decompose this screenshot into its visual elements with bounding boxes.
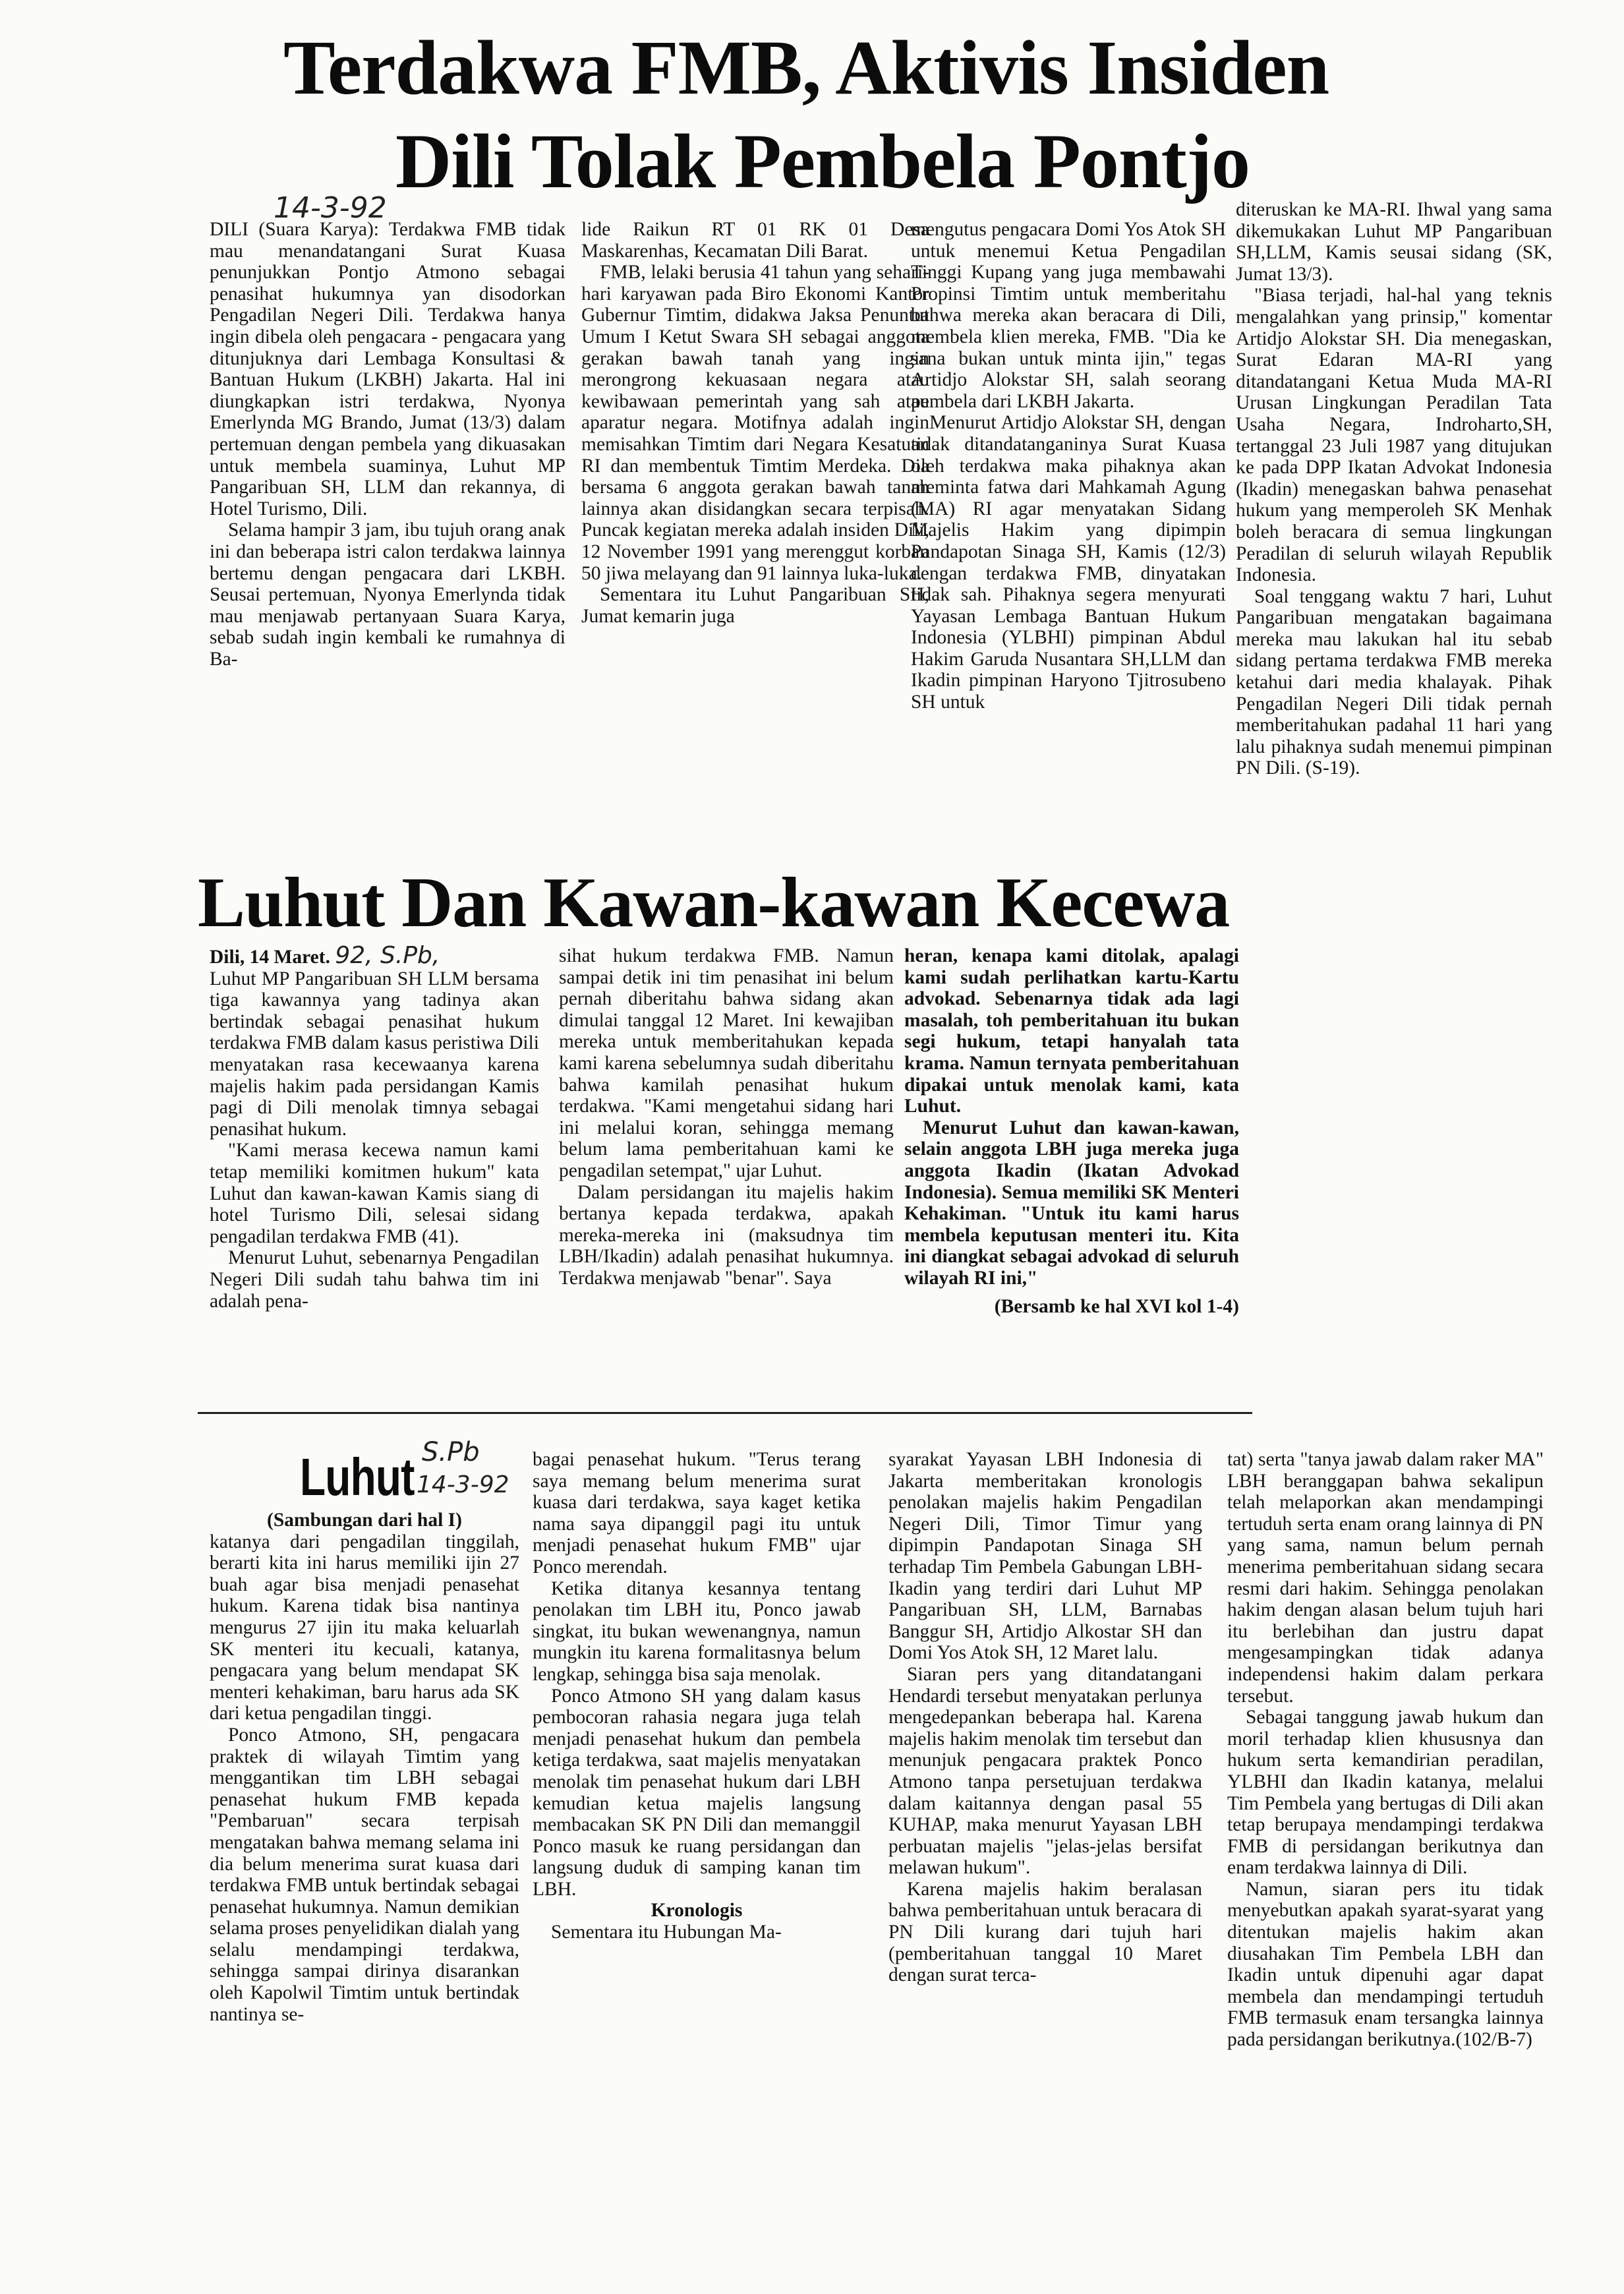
paragraph: Menurut Luhut, sebenarnya Pengadilan Negeri Dili sudah tahu bahwa tim ini adalah pena- <box>210 1247 539 1312</box>
paragraph: Siaran pers yang ditandatangani Hendardi tersebut menyatakan perlunya mengedepankan beberapa hal. Karena majelis hakim menolak tim tersebut dan menunjuk pengacara praktek Ponco Atmono tanpa persetujuan terdakwa dalam kaitannya dengan pasal 55 KUHAP, maka menurut Yayasan LBH perbuatan majelis "jelas-jelas bersifat melawan hukum". <box>888 1663 1202 1879</box>
article-3-headline: Luhut <box>300 1448 415 1506</box>
handwritten-date: 14-3-92 <box>274 191 387 225</box>
paragraph: "Biasa terjadi, hal-hal yang teknis mengalahkan yang prinsip," komentar Artidjo Alokstar SH. Dia menegaskan, Surat Edaran MA-RI yang ditandatangani Ketua Muda MA-RI Urusan Lingkungan Peradilan Tata Usaha Negara, Indroharto,SH, tertanggal 23 Juli 1987 yang ditujukan ke pada DPP Ikatan Advokat Indonesia (Ikadin) menegaskan bahwa penasehat hukum yang memperoleh SK Menhak boleh beracara di semua lingkungan Peradilan di seluruh wilayah Republik Indonesia. <box>1236 285 1552 586</box>
paragraph: Menurut Luhut dan kawan-kawan, selain anggota LBH juga mereka juga anggota Ikadin (Ikatan Advokad Indonesia). Semua memiliki SK Menteri Kehakiman. "Untuk itu kami harus membela keputusan menteri itu. Kita ini diangkat sebagai advokad di seluruh wilayah RI ini," <box>904 1117 1239 1289</box>
article-3-column-1 <box>210 1510 519 2025</box>
paragraph: mengutus pengacara Domi Yos Atok SH untuk menemui Ketua Pengadilan Tinggi Kupang yang juga membawahi Propinsi Timtim untuk memberitahu bahwa mereka akan beracara di Dili, membela klien mereka, FMB. "Dia ke sana bukan untuk minta ijin," tegas Artidjo Alokstar SH, salah seorang pembela dari LKBH Jakarta. <box>911 219 1226 412</box>
article-divider <box>198 1412 1252 1414</box>
article-2-headline: Luhut Dan Kawan-kawan Kecewa <box>198 864 1230 942</box>
continuation-subhead: (Sambungan dari hal I) <box>267 1510 462 1531</box>
article-3-column-3 <box>888 1449 1202 1986</box>
paragraph: bagai penasehat hukum. "Terus terang saya memang belum menerima surat kuasa dari terdakwa, saya kaget ketika nama saya dipanggil pagi itu untuk menjadi penasehat hukum FMB" ujar Ponco merendah. <box>533 1449 861 1577</box>
article-3-column-2 <box>533 1449 861 1943</box>
paragraph: "Kami merasa kecewa namun kami tetap memiliki komitmen hukum" kata Luhut dan kawan-kawan Kamis siang di hotel Turismo Dili, selesai sidang pengadilan terdakwa FMB (41). <box>210 1140 539 1247</box>
paragraph: Ponco Atmono SH yang dalam kasus pembocoran rahasia negara juga telah menjadi penasehat hukum dan pembela ketiga terdakwa, saat majelis menyatakan menolak tim penasehat hukum dari LBH kemudian ketua majelis langsung membacakan SK PN Dili dan memanggil Ponco masuk ke ruang persidangan dan langsung duduk di samping kanan tim LBH. <box>533 1685 861 1900</box>
article-2-column-3 <box>904 945 1239 1317</box>
paragraph: Namun, siaran pers itu tidak menyebutkan apakah syarat-syarat yang ditentukan majelis hakim akan diusahakan Tim Pembela LBH dan Ikadin untuk dipenuhi agar dapat membela dan mendampingi tertuduh FMB termasuk enam tersangka lainnya pada persidangan berikutnya.(102/B-7) <box>1227 1878 1544 2051</box>
article-1-column-2 <box>581 219 929 627</box>
section-subhead: Kronologis <box>651 1900 743 1922</box>
article-2-column-1 <box>210 942 539 1312</box>
paragraph: diteruskan ke MA-RI. Ihwal yang sama dikemukakan Luhut MP Pangaribuan SH,LLM, Kamis seusai sidang (SK, Jumat 13/3). <box>1236 199 1552 285</box>
paragraph: sihat hukum terdakwa FMB. Namun sampai detik ini tim penasihat ini belum pernah diberitahu bahwa sidang akan dimulai tanggal 12 Maret. Ini kewajiban mereka untuk memberitahukan kepada kami karena sebelumnya sudah diberitahu bahwa kamilah penasihat hukum terdakwa. "Kami mengetahui sidang hari ini melalui koran, sehingga memang belum lama pemberitahuan kami ke pengadilan setempat," ujar Luhut. <box>559 945 894 1181</box>
paragraph: Sebagai tanggung jawab hukum dan moril terhadap klien khususnya dan hukum serta kemandirian peradilan, YLBHI dan Ikadin katanya, melalui Tim Pembela yang bertugas di Dili akan tetap berupaya mendampingi terdakwa FMB di persidangan berikutnya dan enam terdakwa lainnya di Dili. <box>1227 1707 1544 1879</box>
paragraph <box>210 942 539 969</box>
paragraph: heran, kenapa kami ditolak, apalagi kami sudah perlihatkan kartu-Kartu advokad. Sebenarnya tidak ada lagi masalah, toh pemberitahuan itu bukan segi hukum, tetapi hanyalah tata krama. Namun ternyata pemberitahuan dipakai untuk menolak kami, kata Luhut. <box>904 945 1239 1117</box>
paragraph: Karena majelis hakim beralasan bahwa pemberitahuan untuk beracara di PN Dili kurang dari tujuh hari (pemberitahuan tanggal 10 Maret dengan surat terca- <box>888 1878 1202 1986</box>
paragraph: Ketika ditanya kesannya tentang penolakan tim LBH itu, Ponco jawab singkat, itu bukan wewenangnya, namun mungkin itu karena formalitasnya belum lengkap, sehingga bisa saja menolak. <box>533 1577 861 1685</box>
article-2-column-2 <box>559 945 894 1289</box>
paragraph: DILI (Suara Karya): Terdakwa FMB tidak mau menandatangani Surat Kuasa penunjukkan Pontjo Atmono sebagai penasihat hukumnya yan disodorkan Pengadilan Negeri Dili. Terdakwa hanya ingin dibela oleh pengacara - pengacara yang ditunjuknya dari Lembaga Konsultasi & Bantuan Hukum (LKBH) Jakarta. Hal ini diungkapkan istri terdakwa, Nyonya Emerlynda MG Brando, Jumat (13/3) dalam pertemuan dengan pembela yang dikuasakan untuk membela suaminya, Luhut MP Pangaribuan SH, LLM dan rekannya, di Hotel Turismo, Dili. <box>210 219 566 519</box>
article-1-headline-line-2: Dili Tolak Pembela Pontjo <box>395 118 1250 204</box>
paragraph: Dalam persidangan itu majelis hakim bertanya kepada terdakwa, apakah mereka-mereka ini (maksudnya tim LBH/Ikadin) adalah penasihat hukumnya. Terdakwa menjawab "benar". Saya <box>559 1181 894 1289</box>
paragraph: FMB, lelaki berusia 41 tahun yang sehari-hari karyawan pada Biro Ekonomi Kantor Gubernur Timtim, didakwa Jaksa Penuntut Umum I Ketut Swara SH sebagai anggota gerakan bawah tanah yang ingin merongrong kekuasaan negara atau kewibawaan pemerintah yang sah atau aparatur negara. Motifnya adalah ingin memisahkan Timtim dari Negara Kesatuan RI dan membentuk Timtim Merdeka. Dia bersama 6 anggota gerakan bawah tanah lainnya akan disidangkan secara terpisah. Puncak kegiatan mereka adalah insiden Dili, 12 November 1991 yang merenggut korban 50 jiwa melayang dan 91 lainnya luka-luka. <box>581 262 929 584</box>
continued-line: (Bersamb ke hal XVI kol 1-4) <box>994 1295 1239 1317</box>
article-1-column-1 <box>210 219 566 670</box>
paragraph: tat) serta "tanya jawab dalam raker MA" LBH beranggapan bahwa sekalipun telah melaporkan akan mendampingi tertuduh serta enam orang lainnya di PN yang sama, namun belum pernah menerima pemberitahuan sidang secara resmi dari hakim. Sehingga penolakan hakim dengan alasan belum tujuh hari itu berlebihan dan justru dapat mengesampingkan tidak adanya independensi hakim dalam perkara tersebut. <box>1227 1449 1544 1707</box>
handwritten-note: 92, S.Pb, <box>335 942 440 969</box>
paragraph: Selama hampir 3 jam, ibu tujuh orang anak ini dan beberapa istri calon terdakwa lainnya bertemu dengan pengacara dari LKBH. Seusai pertemuan, Nyonya Emerlynda tidak mau menjawab pertanyaan Suara Karya, sebab sudah ingin kembali ke rumahnya di Ba- <box>210 519 566 670</box>
article-1-headline-line-1: Terdakwa FMB, Aktivis Insiden <box>283 24 1329 111</box>
paragraph: Luhut MP Pangaribuan SH LLM bersama tiga kawannya yang tadinya akan bertindak sebagai penasihat hukum terdakwa FMB dalam kasus peristiwa Dili menyatakan rasa kecewaanya karena majelis hakim pada persidangan Kamis pagi di Dili menolak timnya sebagai penasihat hukum. <box>210 968 539 1140</box>
handwritten-note: S.Pb <box>422 1437 480 1467</box>
article-1-column-4 <box>1236 199 1552 779</box>
paragraph: syarakat Yayasan LBH Indonesia di Jakarta memberitakan kronologis penolakan majelis hakim Pengadilan Negeri Dili, Timor Timur yang dipimpin Pandapotan Sinaga SH terhadap Tim Pembela Gabungan LBH-Ikadin yang terdiri dari Luhut MP Pangaribuan SH, LLM, Barnabas Banggur SH, Artidjo Alkostar SH dan Domi Yos Atok SH, 12 Maret lalu. <box>888 1449 1202 1664</box>
article-1-column-3 <box>911 219 1226 713</box>
dateline: Dili, 14 Maret. <box>210 947 330 968</box>
paragraph: Sementara itu Hubungan Ma- <box>551 1922 782 1943</box>
paragraph: Soal tenggang waktu 7 hari, Luhut Pangaribuan mengatakan bagaimana mereka mau lakukan hal itu sebab sidang pertama terdakwa FMB mereka ketahui dari media khalayak. Pihak Pengadilan Negeri Dili tidak pernah memberitahukan padahal 11 hari yang lalu pihaknya sudah menemui pimpinan PN Dili. (S-19). <box>1236 585 1552 779</box>
paragraph: Menurut Artidjo Alokstar SH, dengan tidak ditandatanganinya Surat Kuasa oleh terdakwa maka pihaknya akan meminta fatwa dari Mahkamah Agung (MA) RI agar menyatakan Sidang Majelis Hakim yang dipimpin Pandapotan Sinaga SH, Kamis (12/3) dengan terdakwa FMB, dinyatakan tidak sah. Pihaknya segera menyurati Yayasan Lembaga Bantuan Hukum Indonesia (YLBHI) pimpinan Abdul Hakim Garuda Nusantara SH,LLM dan Ikadin pimpinan Haryono Tjitrosubeno SH untuk <box>911 412 1226 713</box>
article-3-column-4 <box>1227 1449 1544 2051</box>
paragraph: Ponco Atmono, SH, pengacara praktek di wilayah Timtim yang menggantikan tim LBH sebagai penasehat hukum FMB kepada "Pembaruan" secara terpisah mengatakan bahwa memang selama ini dia belum menerima surat kuasa dari terdakwa FMB untuk bertindak sebagai penasehat hukumnya. Namun demikian selama proses penyelidikan dialah yang selalu mendampingi terdakwa, sehingga sampai dirinya disarankan oleh Kapolwil Timtim untuk bertindak nantinya se- <box>210 1724 519 2025</box>
paragraph: lide Raikun RT 01 RK 01 Desa Maskarenhas, Kecamatan Dili Barat. <box>581 219 929 262</box>
handwritten-date: 14-3-92 <box>417 1471 509 1498</box>
paragraph: Sementara itu Luhut Pangaribuan SH, Jumat kemarin juga <box>581 584 929 627</box>
paragraph: katanya dari pengadilan tinggilah, berarti kita ini harus memiliki ijin 27 buah agar bisa menjadi penasehat hukum. Karena tidak bisa nantinya mengurus 27 ijin itu maka keluarlah SK menteri itu kecuali, katanya, pengacara yang belum mendapat SK menteri kehakiman, baru harus ada SK dari ketua pengadilan tinggi. <box>210 1531 519 1724</box>
